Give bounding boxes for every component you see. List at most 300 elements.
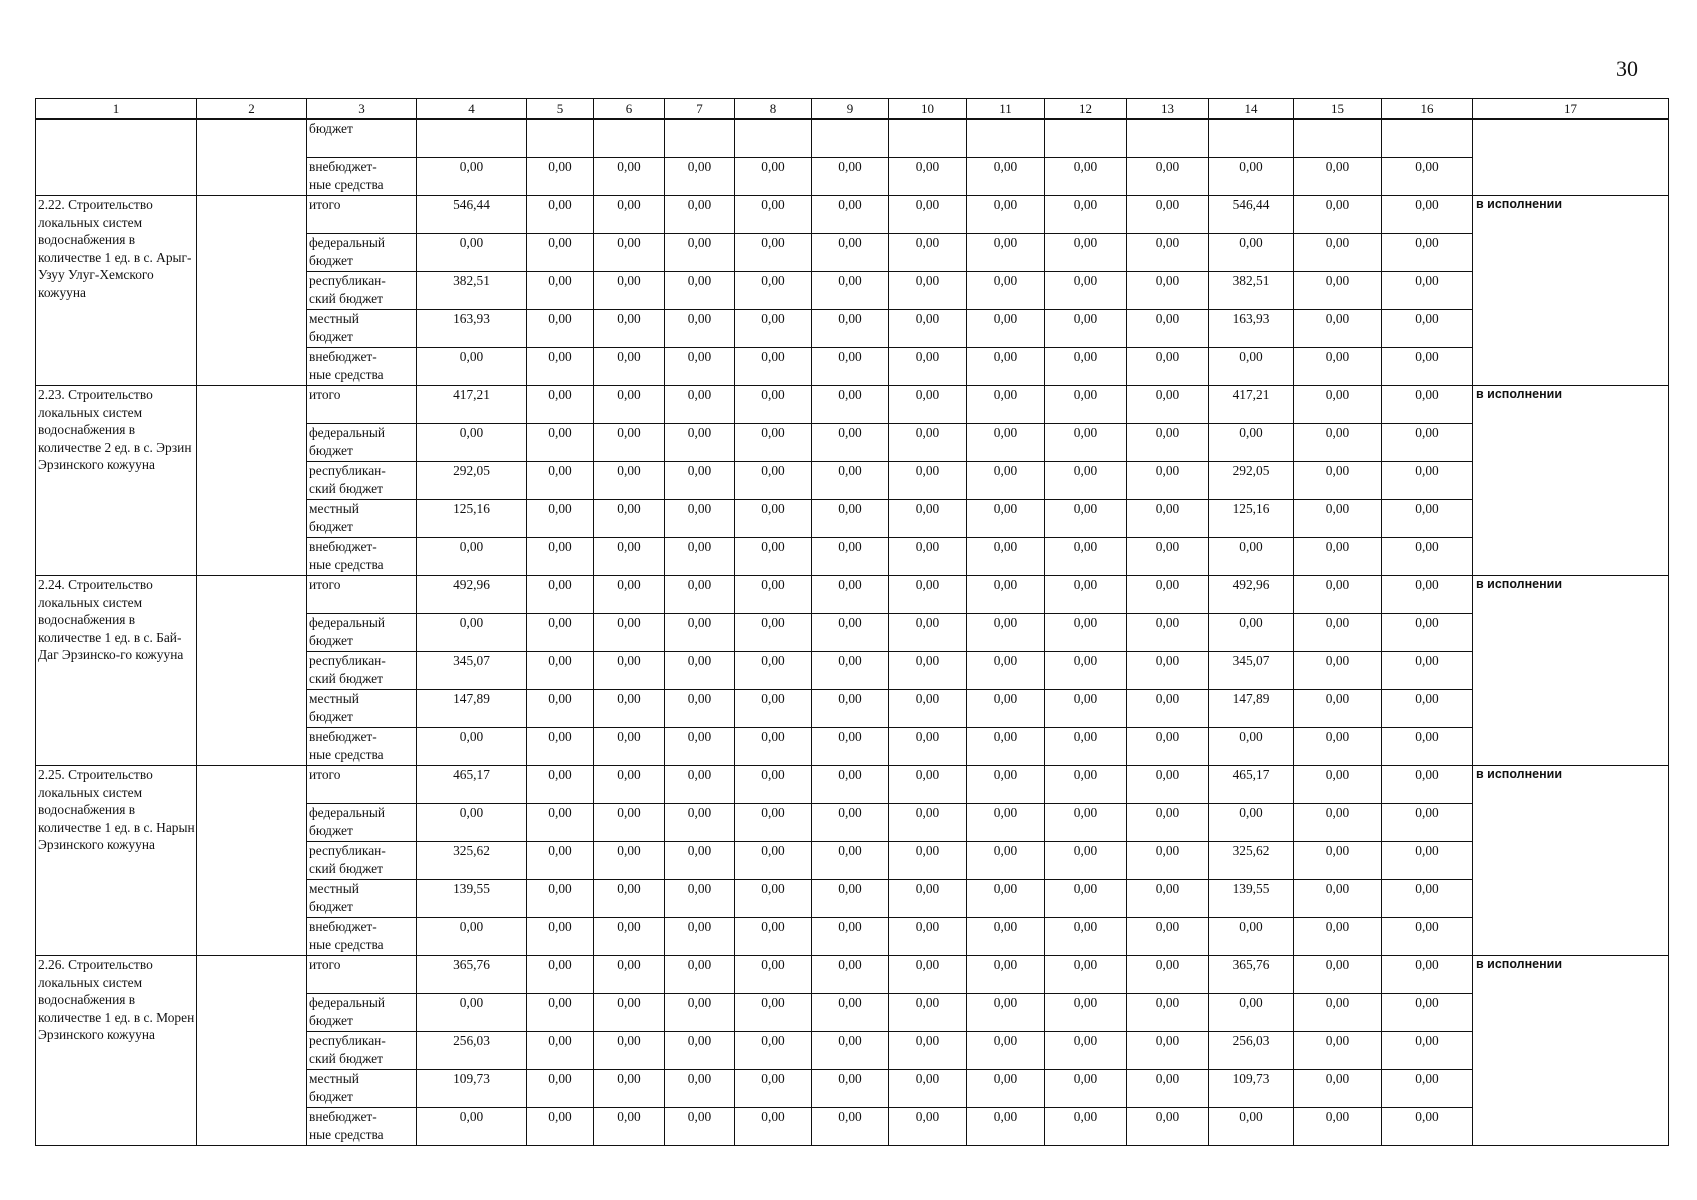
value-cell: 0,00 <box>527 1032 594 1070</box>
value-cell: 0,00 <box>735 690 812 728</box>
value-cell: 0,00 <box>1294 386 1382 424</box>
value-cell: 0,00 <box>812 500 889 538</box>
value-cell: 0,00 <box>889 652 967 690</box>
value-cell: 0,00 <box>812 538 889 576</box>
value-cell: 0,00 <box>967 196 1045 234</box>
value-cell: 0,00 <box>1294 158 1382 196</box>
column-2-cell <box>197 119 307 196</box>
funding-source: федеральный бюджет <box>307 994 417 1032</box>
value-cell: 0,00 <box>1294 500 1382 538</box>
value-cell: 0,00 <box>1127 386 1209 424</box>
value-cell: 0,00 <box>417 614 527 652</box>
value-cell: 0,00 <box>1127 1108 1209 1146</box>
value-cell: 0,00 <box>1382 956 1473 994</box>
value-cell: 0,00 <box>1294 310 1382 348</box>
value-cell: 0,00 <box>1294 994 1382 1032</box>
value-cell: 0,00 <box>665 234 735 272</box>
value-cell: 0,00 <box>735 348 812 386</box>
measure-name: 2.25. Строительство локальных систем водоснабжения в количестве 1 ед. в с. Нарын Эрзинского кожууна <box>36 766 197 956</box>
value-cell: 0,00 <box>735 576 812 614</box>
value-cell: 0,00 <box>735 1032 812 1070</box>
value-cell: 0,00 <box>594 462 665 500</box>
value-cell: 325,62 <box>417 842 527 880</box>
value-cell: 0,00 <box>527 728 594 766</box>
value-cell: 0,00 <box>527 994 594 1032</box>
value-cell: 0,00 <box>665 918 735 956</box>
value-cell: 0,00 <box>1045 918 1127 956</box>
value-cell: 417,21 <box>417 386 527 424</box>
value-cell: 0,00 <box>812 690 889 728</box>
value-cell: 0,00 <box>527 196 594 234</box>
value-cell: 0,00 <box>665 158 735 196</box>
value-cell: 0,00 <box>967 728 1045 766</box>
column-2-cell <box>197 196 307 386</box>
value-cell: 0,00 <box>812 804 889 842</box>
column-header-16: 16 <box>1382 99 1473 120</box>
funding-source: итого <box>307 576 417 614</box>
value-cell: 0,00 <box>967 652 1045 690</box>
value-cell: 0,00 <box>812 348 889 386</box>
value-cell: 546,44 <box>417 196 527 234</box>
value-cell: 0,00 <box>889 386 967 424</box>
value-cell: 0,00 <box>594 158 665 196</box>
value-cell: 0,00 <box>417 804 527 842</box>
value-cell: 0,00 <box>735 462 812 500</box>
value-cell: 0,00 <box>1382 918 1473 956</box>
value-cell: 0,00 <box>967 576 1045 614</box>
value-cell: 0,00 <box>417 538 527 576</box>
value-cell: 0,00 <box>1382 728 1473 766</box>
value-cell: 0,00 <box>594 272 665 310</box>
value-cell: 0,00 <box>665 956 735 994</box>
value-cell: 0,00 <box>1045 500 1127 538</box>
value-cell: 0,00 <box>889 500 967 538</box>
value-cell: 0,00 <box>1382 652 1473 690</box>
value-cell: 0,00 <box>1045 766 1127 804</box>
value-cell: 0,00 <box>594 728 665 766</box>
value-cell: 0,00 <box>889 956 967 994</box>
value-cell: 0,00 <box>1382 690 1473 728</box>
value-cell: 0,00 <box>812 1108 889 1146</box>
table-row <box>36 386 1669 424</box>
value-cell: 0,00 <box>417 234 527 272</box>
value-cell: 0,00 <box>1382 348 1473 386</box>
value-cell: 0,00 <box>1127 690 1209 728</box>
column-header-17: 17 <box>1473 99 1669 120</box>
value-cell: 0,00 <box>967 880 1045 918</box>
funding-source: внебюджет- ные средства <box>307 728 417 766</box>
funding-source: республикан- ский бюджет <box>307 842 417 880</box>
value-cell: 0,00 <box>417 994 527 1032</box>
value-cell: 0,00 <box>1294 538 1382 576</box>
value-cell: 0,00 <box>1294 1070 1382 1108</box>
value-cell: 139,55 <box>1209 880 1294 918</box>
value-cell <box>1294 119 1382 158</box>
value-cell: 0,00 <box>967 1070 1045 1108</box>
value-cell: 0,00 <box>1294 424 1382 462</box>
value-cell: 0,00 <box>812 652 889 690</box>
value-cell: 0,00 <box>812 956 889 994</box>
value-cell: 0,00 <box>1382 386 1473 424</box>
value-cell: 0,00 <box>1382 842 1473 880</box>
value-cell: 292,05 <box>417 462 527 500</box>
value-cell: 0,00 <box>967 690 1045 728</box>
value-cell: 0,00 <box>665 614 735 652</box>
value-cell: 0,00 <box>1045 804 1127 842</box>
value-cell: 0,00 <box>665 500 735 538</box>
column-2-cell <box>197 576 307 766</box>
value-cell: 0,00 <box>967 614 1045 652</box>
value-cell: 0,00 <box>889 348 967 386</box>
value-cell: 0,00 <box>665 272 735 310</box>
value-cell: 417,21 <box>1209 386 1294 424</box>
value-cell: 0,00 <box>889 994 967 1032</box>
column-header-8: 8 <box>735 99 812 120</box>
value-cell: 0,00 <box>594 614 665 652</box>
value-cell: 0,00 <box>735 500 812 538</box>
value-cell: 0,00 <box>1127 994 1209 1032</box>
value-cell: 0,00 <box>1127 538 1209 576</box>
value-cell: 345,07 <box>1209 652 1294 690</box>
value-cell: 0,00 <box>665 766 735 804</box>
value-cell: 0,00 <box>665 386 735 424</box>
value-cell <box>665 119 735 158</box>
column-header-13: 13 <box>1127 99 1209 120</box>
value-cell: 0,00 <box>735 1070 812 1108</box>
value-cell: 0,00 <box>889 538 967 576</box>
value-cell: 0,00 <box>967 348 1045 386</box>
page-number: 30 <box>1616 56 1638 81</box>
table-row <box>36 196 1669 234</box>
value-cell: 0,00 <box>1382 994 1473 1032</box>
value-cell: 0,00 <box>1045 690 1127 728</box>
value-cell: 0,00 <box>665 538 735 576</box>
value-cell: 0,00 <box>417 728 527 766</box>
value-cell: 0,00 <box>1382 614 1473 652</box>
value-cell: 0,00 <box>889 614 967 652</box>
value-cell: 0,00 <box>527 652 594 690</box>
value-cell: 0,00 <box>665 424 735 462</box>
funding-source: республикан- ский бюджет <box>307 462 417 500</box>
value-cell: 0,00 <box>1294 272 1382 310</box>
value-cell: 0,00 <box>812 614 889 652</box>
value-cell: 0,00 <box>812 880 889 918</box>
column-2-cell <box>197 766 307 956</box>
value-cell: 0,00 <box>967 272 1045 310</box>
value-cell: 0,00 <box>1382 424 1473 462</box>
column-header-14: 14 <box>1209 99 1294 120</box>
value-cell: 0,00 <box>665 1070 735 1108</box>
value-cell: 0,00 <box>1127 728 1209 766</box>
column-header-3: 3 <box>307 99 417 120</box>
value-cell: 0,00 <box>1209 538 1294 576</box>
value-cell: 0,00 <box>527 462 594 500</box>
value-cell: 0,00 <box>1209 1108 1294 1146</box>
value-cell: 0,00 <box>527 880 594 918</box>
value-cell: 0,00 <box>967 1108 1045 1146</box>
value-cell: 0,00 <box>1127 500 1209 538</box>
value-cell: 0,00 <box>594 348 665 386</box>
value-cell: 0,00 <box>735 728 812 766</box>
value-cell: 0,00 <box>594 310 665 348</box>
value-cell: 0,00 <box>594 576 665 614</box>
value-cell: 0,00 <box>527 614 594 652</box>
value-cell: 0,00 <box>665 1108 735 1146</box>
table-row <box>36 119 1669 158</box>
value-cell: 546,44 <box>1209 196 1294 234</box>
value-cell: 0,00 <box>889 272 967 310</box>
value-cell: 0,00 <box>812 1070 889 1108</box>
funding-source: республикан- ский бюджет <box>307 652 417 690</box>
value-cell: 0,00 <box>594 994 665 1032</box>
value-cell: 0,00 <box>665 690 735 728</box>
value-cell: 0,00 <box>1127 804 1209 842</box>
value-cell: 0,00 <box>1294 1108 1382 1146</box>
status-cell: в исполнении <box>1473 196 1669 386</box>
value-cell <box>594 119 665 158</box>
value-cell: 0,00 <box>1294 614 1382 652</box>
value-cell: 0,00 <box>1294 766 1382 804</box>
value-cell: 0,00 <box>812 196 889 234</box>
value-cell: 139,55 <box>417 880 527 918</box>
value-cell: 163,93 <box>1209 310 1294 348</box>
value-cell: 0,00 <box>812 766 889 804</box>
measure-name: 2.23. Строительство локальных систем водоснабжения в количестве 2 ед. в с. Эрзин Эрзинского кожууна <box>36 386 197 576</box>
funding-source: федеральный бюджет <box>307 234 417 272</box>
value-cell: 0,00 <box>1127 766 1209 804</box>
value-cell: 0,00 <box>1382 880 1473 918</box>
value-cell: 0,00 <box>1294 804 1382 842</box>
value-cell: 0,00 <box>735 158 812 196</box>
value-cell: 0,00 <box>1045 158 1127 196</box>
value-cell: 0,00 <box>967 766 1045 804</box>
value-cell: 0,00 <box>1127 842 1209 880</box>
value-cell: 0,00 <box>1045 1032 1127 1070</box>
value-cell: 0,00 <box>665 462 735 500</box>
measure-name: 2.26. Строительство локальных систем водоснабжения в количестве 1 ед. в с. Морен Эрзинского кожууна <box>36 956 197 1146</box>
column-header-2: 2 <box>197 99 307 120</box>
value-cell: 0,00 <box>1382 462 1473 500</box>
value-cell: 0,00 <box>1209 804 1294 842</box>
value-cell: 0,00 <box>1294 462 1382 500</box>
value-cell: 0,00 <box>735 614 812 652</box>
value-cell: 0,00 <box>735 538 812 576</box>
value-cell: 465,17 <box>1209 766 1294 804</box>
column-header-10: 10 <box>889 99 967 120</box>
value-cell: 0,00 <box>594 652 665 690</box>
table-row <box>36 956 1669 994</box>
value-cell: 147,89 <box>417 690 527 728</box>
value-cell: 0,00 <box>1382 234 1473 272</box>
value-cell: 0,00 <box>967 842 1045 880</box>
value-cell: 382,51 <box>1209 272 1294 310</box>
continued-name-cell <box>36 119 197 196</box>
value-cell: 0,00 <box>1045 652 1127 690</box>
value-cell: 0,00 <box>1127 1032 1209 1070</box>
value-cell: 0,00 <box>1127 918 1209 956</box>
value-cell: 0,00 <box>1209 728 1294 766</box>
value-cell: 0,00 <box>1294 196 1382 234</box>
value-cell: 0,00 <box>527 766 594 804</box>
value-cell: 0,00 <box>735 272 812 310</box>
value-cell: 345,07 <box>417 652 527 690</box>
value-cell <box>1127 119 1209 158</box>
funding-source: внебюджет- ные средства <box>307 918 417 956</box>
value-cell: 0,00 <box>735 234 812 272</box>
value-cell: 0,00 <box>812 918 889 956</box>
value-cell: 0,00 <box>1382 1070 1473 1108</box>
value-cell: 0,00 <box>594 918 665 956</box>
value-cell: 0,00 <box>1127 462 1209 500</box>
value-cell: 0,00 <box>1294 690 1382 728</box>
value-cell: 0,00 <box>1209 424 1294 462</box>
column-header-6: 6 <box>594 99 665 120</box>
value-cell: 0,00 <box>594 842 665 880</box>
value-cell: 0,00 <box>594 956 665 994</box>
funding-source: внебюджет- ные средства <box>307 1108 417 1146</box>
value-cell: 0,00 <box>1294 576 1382 614</box>
column-header-1: 1 <box>36 99 197 120</box>
value-cell: 0,00 <box>1382 310 1473 348</box>
measure-name: 2.24. Строительство локальных систем водоснабжения в количестве 1 ед. в с. Бай-Даг Эрзинско-го кожууна <box>36 576 197 766</box>
value-cell: 0,00 <box>1382 500 1473 538</box>
value-cell: 0,00 <box>967 956 1045 994</box>
value-cell: 0,00 <box>1127 158 1209 196</box>
value-cell: 0,00 <box>665 728 735 766</box>
value-cell: 0,00 <box>812 728 889 766</box>
value-cell: 0,00 <box>594 386 665 424</box>
value-cell: 492,96 <box>1209 576 1294 614</box>
column-header-4: 4 <box>417 99 527 120</box>
value-cell: 0,00 <box>889 804 967 842</box>
value-cell: 0,00 <box>889 766 967 804</box>
value-cell: 0,00 <box>967 1032 1045 1070</box>
value-cell <box>812 119 889 158</box>
value-cell <box>1209 119 1294 158</box>
column-header-11: 11 <box>967 99 1045 120</box>
column-header-12: 12 <box>1045 99 1127 120</box>
value-cell: 0,00 <box>1209 158 1294 196</box>
value-cell: 365,76 <box>417 956 527 994</box>
table-body <box>36 119 1669 1146</box>
value-cell: 0,00 <box>527 918 594 956</box>
value-cell: 0,00 <box>594 538 665 576</box>
value-cell: 147,89 <box>1209 690 1294 728</box>
value-cell: 0,00 <box>1382 196 1473 234</box>
value-cell: 0,00 <box>527 690 594 728</box>
value-cell: 0,00 <box>735 1108 812 1146</box>
value-cell: 0,00 <box>1209 918 1294 956</box>
value-cell: 492,96 <box>417 576 527 614</box>
value-cell: 0,00 <box>967 538 1045 576</box>
value-cell: 0,00 <box>812 576 889 614</box>
value-cell: 0,00 <box>527 310 594 348</box>
value-cell: 0,00 <box>1127 272 1209 310</box>
value-cell: 0,00 <box>812 158 889 196</box>
value-cell: 0,00 <box>1045 1070 1127 1108</box>
funding-source: итого <box>307 766 417 804</box>
value-cell: 125,16 <box>417 500 527 538</box>
value-cell: 0,00 <box>527 1070 594 1108</box>
value-cell: 465,17 <box>417 766 527 804</box>
value-cell: 0,00 <box>1382 766 1473 804</box>
value-cell <box>527 119 594 158</box>
value-cell: 0,00 <box>665 804 735 842</box>
funding-source: федеральный бюджет <box>307 804 417 842</box>
funding-source: республикан- ский бюджет <box>307 272 417 310</box>
value-cell: 0,00 <box>417 424 527 462</box>
value-cell: 0,00 <box>1045 196 1127 234</box>
value-cell: 0,00 <box>889 158 967 196</box>
value-cell: 0,00 <box>735 956 812 994</box>
column-header-7: 7 <box>665 99 735 120</box>
value-cell: 365,76 <box>1209 956 1294 994</box>
value-cell: 0,00 <box>527 804 594 842</box>
value-cell: 0,00 <box>812 462 889 500</box>
value-cell: 0,00 <box>1294 1032 1382 1070</box>
value-cell: 0,00 <box>1045 614 1127 652</box>
value-cell: 0,00 <box>1045 272 1127 310</box>
value-cell: 0,00 <box>735 310 812 348</box>
column-header-9: 9 <box>812 99 889 120</box>
funding-source: местный бюджет <box>307 1070 417 1108</box>
funding-source: бюджет <box>307 119 417 158</box>
value-cell: 0,00 <box>1127 1070 1209 1108</box>
status-cell: в исполнении <box>1473 386 1669 576</box>
value-cell: 0,00 <box>967 804 1045 842</box>
value-cell: 0,00 <box>1045 348 1127 386</box>
column-header-5: 5 <box>527 99 594 120</box>
value-cell: 0,00 <box>1294 918 1382 956</box>
value-cell: 0,00 <box>1294 348 1382 386</box>
value-cell: 0,00 <box>812 424 889 462</box>
value-cell: 125,16 <box>1209 500 1294 538</box>
column-2-cell <box>197 956 307 1146</box>
value-cell: 0,00 <box>1045 538 1127 576</box>
value-cell: 0,00 <box>665 576 735 614</box>
value-cell: 0,00 <box>527 158 594 196</box>
value-cell: 0,00 <box>1127 880 1209 918</box>
value-cell: 0,00 <box>417 1108 527 1146</box>
value-cell: 0,00 <box>889 880 967 918</box>
value-cell: 325,62 <box>1209 842 1294 880</box>
funding-source: федеральный бюджет <box>307 614 417 652</box>
value-cell: 0,00 <box>735 196 812 234</box>
value-cell: 0,00 <box>665 310 735 348</box>
value-cell: 0,00 <box>417 158 527 196</box>
value-cell: 0,00 <box>527 348 594 386</box>
value-cell: 0,00 <box>889 576 967 614</box>
value-cell: 0,00 <box>812 386 889 424</box>
value-cell: 0,00 <box>1209 234 1294 272</box>
table-row <box>36 766 1669 804</box>
value-cell: 0,00 <box>1294 728 1382 766</box>
value-cell: 0,00 <box>594 196 665 234</box>
value-cell: 0,00 <box>1045 956 1127 994</box>
value-cell: 0,00 <box>527 272 594 310</box>
value-cell: 0,00 <box>665 880 735 918</box>
value-cell: 0,00 <box>1045 234 1127 272</box>
value-cell: 0,00 <box>889 690 967 728</box>
value-cell <box>1382 119 1473 158</box>
value-cell <box>889 119 967 158</box>
value-cell: 0,00 <box>889 462 967 500</box>
value-cell: 256,03 <box>417 1032 527 1070</box>
value-cell: 0,00 <box>1045 1108 1127 1146</box>
funding-source: внебюджет- ные средства <box>307 348 417 386</box>
value-cell: 0,00 <box>1045 424 1127 462</box>
value-cell: 0,00 <box>1209 994 1294 1032</box>
